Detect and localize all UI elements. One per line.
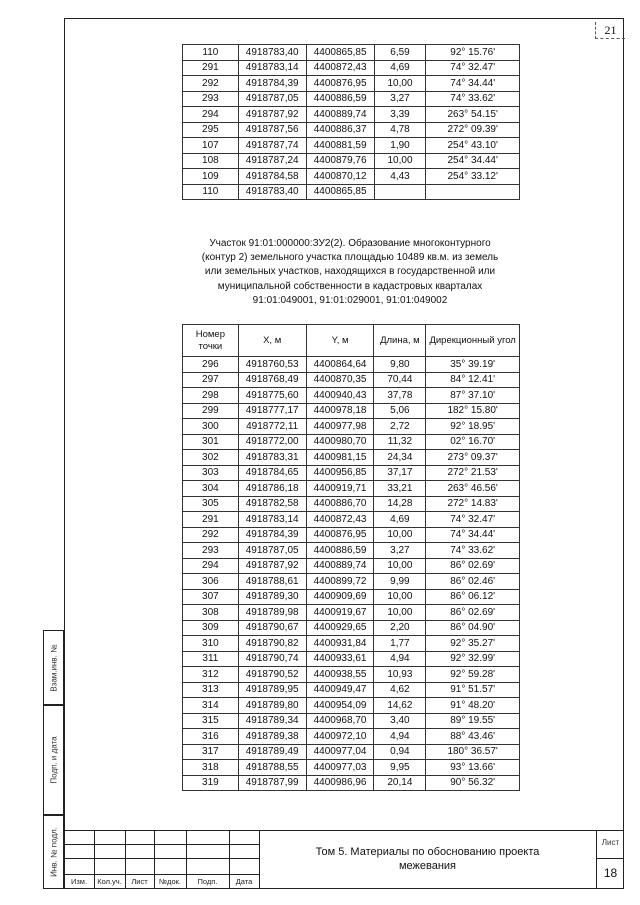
- cell-x: 4918790,52: [238, 667, 306, 683]
- cell-point-number: 294: [183, 107, 239, 123]
- cell-y: 4400872,43: [306, 60, 374, 76]
- cell-direction-angle: 272° 14.83': [426, 496, 520, 512]
- cell-direction-angle: 263° 46.56': [426, 481, 520, 497]
- cell-length: 10,00: [374, 527, 426, 543]
- cell-length: 3,40: [374, 713, 426, 729]
- table-row: [183, 481, 520, 497]
- cell-direction-angle: 88° 43.46': [426, 729, 520, 745]
- cell-x: 4918784,39: [238, 76, 306, 92]
- cell-point-number: 291: [183, 512, 239, 528]
- sheet-number: 18: [603, 866, 618, 880]
- caption-line: муниципальной собственности в кадастровых кварталах: [217, 280, 483, 292]
- header-direction-angle: Дирекционный угол: [426, 325, 520, 357]
- cell-point-number: 296: [183, 357, 239, 373]
- cell-y: 4400872,43: [306, 512, 374, 528]
- header-point-number: Номер точки: [183, 325, 239, 357]
- cell-direction-angle: 254° 34.44': [426, 153, 520, 169]
- table-row: [183, 184, 520, 200]
- cell-length: 3,27: [374, 91, 426, 107]
- table-row: [183, 403, 520, 419]
- cell-direction-angle: 86° 02.69': [426, 605, 520, 621]
- table-row: [183, 372, 520, 388]
- cell-y: 4400919,71: [306, 481, 374, 497]
- cell-point-number: 301: [183, 434, 239, 450]
- cell-point-number: 298: [183, 388, 239, 404]
- cell-length: 20,14: [374, 775, 426, 791]
- cell-y: 4400889,74: [306, 107, 374, 123]
- table-row: [183, 465, 520, 481]
- cell-y: 4400870,35: [306, 372, 374, 388]
- cell-point-number: 300: [183, 419, 239, 435]
- cell-y: 4400954,09: [306, 698, 374, 714]
- cell-point-number: 293: [183, 91, 239, 107]
- cell-x: 4918789,49: [238, 744, 306, 760]
- cell-point-number: 313: [183, 682, 239, 698]
- cell-length: 14,28: [374, 496, 426, 512]
- page-number-top: 21: [595, 22, 625, 39]
- cell-y: 4400986,96: [306, 775, 374, 791]
- cell-y: 4400865,85: [306, 184, 374, 200]
- cell-x: 4918789,95: [238, 682, 306, 698]
- cell-y: 4400864,64: [306, 357, 374, 373]
- table-row: [183, 574, 520, 590]
- cell-length: 9,95: [374, 760, 426, 776]
- cell-length: 14,62: [374, 698, 426, 714]
- table-row: [183, 138, 520, 154]
- cell-x: 4918783,14: [238, 60, 306, 76]
- cell-point-number: 316: [183, 729, 239, 745]
- cell-point-number: 295: [183, 122, 239, 138]
- cell-x: 4918783,40: [238, 184, 306, 200]
- cell-direction-angle: 272° 21.53': [426, 465, 520, 481]
- table-row: [183, 589, 520, 605]
- table-row: [183, 107, 520, 123]
- cell-direction-angle: 35° 39.19': [426, 357, 520, 373]
- cell-y: 4400949,47: [306, 682, 374, 698]
- cell-length: 2,20: [374, 620, 426, 636]
- table-row: [183, 543, 520, 559]
- cell-y: 4400972,10: [306, 729, 374, 745]
- cell-direction-angle: 92° 59.28': [426, 667, 520, 683]
- cell-y: 4400956,85: [306, 465, 374, 481]
- table-row: [183, 496, 520, 512]
- cell-x: 4918788,61: [238, 574, 306, 590]
- table-row: [183, 620, 520, 636]
- cell-point-number: 294: [183, 558, 239, 574]
- cell-length: 9,99: [374, 574, 426, 590]
- cell-direction-angle: 86° 02.46': [426, 574, 520, 590]
- cell-direction-angle: 272° 09.39': [426, 122, 520, 138]
- cell-point-number: 299: [183, 403, 239, 419]
- cell-length: 10,00: [374, 153, 426, 169]
- cell-y: 4400968,70: [306, 713, 374, 729]
- cell-y: 4400889,74: [306, 558, 374, 574]
- cell-y: 4400886,59: [306, 543, 374, 559]
- cell-direction-angle: 74° 34.44': [426, 527, 520, 543]
- cell-direction-angle: 92° 35.27': [426, 636, 520, 652]
- cell-point-number: 304: [183, 481, 239, 497]
- cell-point-number: 303: [183, 465, 239, 481]
- cell-direction-angle: 180° 36.57': [426, 744, 520, 760]
- cell-point-number: 305: [183, 496, 239, 512]
- cell-x: 4918787,92: [238, 558, 306, 574]
- cell-point-number: 110: [183, 184, 239, 200]
- caption-line: Участок 91:01:000000:ЗУ2(2). Образование многоконтурного: [209, 238, 491, 249]
- cell-x: 4918789,30: [238, 589, 306, 605]
- cell-length: 37,17: [374, 465, 426, 481]
- side-field-inventory: [43, 815, 64, 889]
- cell-length: 10,00: [374, 605, 426, 621]
- cell-direction-angle: 74° 33.62': [426, 543, 520, 559]
- side-label-signature: Подп. и дата: [49, 736, 58, 784]
- cell-x: 4918789,38: [238, 729, 306, 745]
- cell-x: 4918775,60: [238, 388, 306, 404]
- cell-direction-angle: 74° 34.44': [426, 76, 520, 92]
- table-row: [183, 512, 520, 528]
- cell-point-number: 306: [183, 574, 239, 590]
- cell-x: 4918783,40: [238, 45, 306, 61]
- cell-y: 4400977,98: [306, 419, 374, 435]
- caption-line: или земельных участков, находящихся в государственной или: [204, 266, 496, 278]
- table-row: [183, 450, 520, 466]
- sheet-label: Лист: [601, 838, 620, 847]
- cell-point-number: 318: [183, 760, 239, 776]
- table-row: [183, 388, 520, 404]
- table-row: [183, 527, 520, 543]
- cell-x: 4918787,92: [238, 107, 306, 123]
- cell-direction-angle: 91° 48.20': [426, 698, 520, 714]
- cell-point-number: 293: [183, 543, 239, 559]
- table-row: [183, 698, 520, 714]
- cell-point-number: 110: [183, 45, 239, 61]
- cell-y: 4400977,03: [306, 760, 374, 776]
- revision-grid: [64, 830, 260, 889]
- table-row: [183, 760, 520, 776]
- cell-point-number: 309: [183, 620, 239, 636]
- cell-point-number: 319: [183, 775, 239, 791]
- header-x: X, м: [238, 325, 306, 357]
- cell-point-number: 108: [183, 153, 239, 169]
- cell-y: 4400919,67: [306, 605, 374, 621]
- cell-y: 4400933,61: [306, 651, 374, 667]
- cell-point-number: 292: [183, 527, 239, 543]
- cell-length: 4,62: [374, 682, 426, 698]
- cell-y: 4400886,59: [306, 91, 374, 107]
- cell-length: 0,94: [374, 744, 426, 760]
- cell-direction-angle: 182° 15.80': [426, 403, 520, 419]
- cell-x: 4918783,31: [238, 450, 306, 466]
- table-row: [183, 419, 520, 435]
- table-row: [183, 775, 520, 791]
- cell-y: 4400981,15: [306, 450, 374, 466]
- cell-direction-angle: 92° 32.99': [426, 651, 520, 667]
- cell-length: [374, 184, 426, 200]
- table-row: [183, 636, 520, 652]
- title-block-top-line: [260, 830, 624, 831]
- document-title-line2: межевания: [398, 860, 457, 872]
- cell-x: 4918789,34: [238, 713, 306, 729]
- table-row: [183, 60, 520, 76]
- coordinates-table-continued: [182, 44, 520, 200]
- cell-x: 4918787,24: [238, 153, 306, 169]
- cell-length: 4,94: [374, 729, 426, 745]
- table-row: [183, 122, 520, 138]
- cell-length: 4,43: [374, 169, 426, 185]
- cell-y: 4400980,70: [306, 434, 374, 450]
- side-field-signature: [43, 705, 64, 815]
- cell-y: 4400899,72: [306, 574, 374, 590]
- cell-point-number: 311: [183, 651, 239, 667]
- caption-line: (контур 2) земельного участка площадью 10489 кв.м. из земель: [201, 252, 499, 264]
- cell-point-number: 317: [183, 744, 239, 760]
- document-title: [260, 845, 595, 873]
- cell-x: 4918790,67: [238, 620, 306, 636]
- table-row: [183, 667, 520, 683]
- col-label-change: Изм.: [70, 877, 88, 886]
- table-row: [183, 45, 520, 61]
- cell-y: 4400881,59: [306, 138, 374, 154]
- cell-y: 4400879,76: [306, 153, 374, 169]
- cell-length: 37,78: [374, 388, 426, 404]
- table-row: [183, 169, 520, 185]
- header-length: Длина, м: [374, 325, 426, 357]
- cell-direction-angle: 86° 06.12': [426, 589, 520, 605]
- cell-length: 4,78: [374, 122, 426, 138]
- table-row: [183, 76, 520, 92]
- cell-x: 4918787,05: [238, 91, 306, 107]
- cell-point-number: 302: [183, 450, 239, 466]
- cell-direction-angle: 86° 02.69': [426, 558, 520, 574]
- cell-length: 4,69: [374, 60, 426, 76]
- cell-direction-angle: 92° 15.76': [426, 45, 520, 61]
- cell-direction-angle: 86° 04.90': [426, 620, 520, 636]
- cell-length: 70,44: [374, 372, 426, 388]
- cell-length: 3,39: [374, 107, 426, 123]
- cell-y: 4400938,55: [306, 667, 374, 683]
- table-row: [183, 651, 520, 667]
- cell-x: 4918772,11: [238, 419, 306, 435]
- cell-length: 24,34: [374, 450, 426, 466]
- cell-point-number: 109: [183, 169, 239, 185]
- cell-x: 4918784,39: [238, 527, 306, 543]
- document-title-line1: Том 5. Материалы по обоснованию проекта: [315, 846, 540, 858]
- table-row: [183, 91, 520, 107]
- cell-direction-angle: 273° 09.37': [426, 450, 520, 466]
- cell-direction-angle: 90° 56.32': [426, 775, 520, 791]
- cell-y: 4400876,95: [306, 527, 374, 543]
- cell-y: 4400886,37: [306, 122, 374, 138]
- cell-x: 4918787,99: [238, 775, 306, 791]
- cell-direction-angle: 02° 16.70': [426, 434, 520, 450]
- cell-x: 4918772,00: [238, 434, 306, 450]
- cell-y: 4400909,69: [306, 589, 374, 605]
- cell-point-number: 292: [183, 76, 239, 92]
- side-label-inventory: Инв. № подл.: [49, 827, 58, 877]
- cell-direction-angle: 89° 19.55': [426, 713, 520, 729]
- cell-length: 4,94: [374, 651, 426, 667]
- cell-point-number: 315: [183, 713, 239, 729]
- cell-direction-angle: 74° 32.47': [426, 512, 520, 528]
- cell-point-number: 291: [183, 60, 239, 76]
- cell-x: 4918790,82: [238, 636, 306, 652]
- cell-direction-angle: 87° 37.10': [426, 388, 520, 404]
- cell-x: 4918789,80: [238, 698, 306, 714]
- cell-length: 9,80: [374, 357, 426, 373]
- header-y: Y, м: [306, 325, 374, 357]
- cell-length: 10,93: [374, 667, 426, 683]
- cell-length: 10,00: [374, 76, 426, 92]
- cell-direction-angle: 263° 54.15': [426, 107, 520, 123]
- cell-x: 4918768,49: [238, 372, 306, 388]
- cell-length: 5,06: [374, 403, 426, 419]
- cell-x: 4918787,74: [238, 138, 306, 154]
- side-field-replacement: [43, 630, 64, 705]
- cell-length: 1,90: [374, 138, 426, 154]
- cell-point-number: 310: [183, 636, 239, 652]
- caption-line: 91:01:049001, 91:01:029001, 91:01:049002: [252, 294, 448, 306]
- cell-x: 4918790,74: [238, 651, 306, 667]
- cell-y: 4400940,43: [306, 388, 374, 404]
- cell-length: 6,59: [374, 45, 426, 61]
- cell-direction-angle: 254° 43.10': [426, 138, 520, 154]
- cell-x: 4918786,18: [238, 481, 306, 497]
- col-label-sheet: Лист: [131, 877, 148, 886]
- cell-y: 4400886,70: [306, 496, 374, 512]
- table-row: [183, 744, 520, 760]
- cell-length: 2,72: [374, 419, 426, 435]
- cell-direction-angle: 254° 33.12': [426, 169, 520, 185]
- table-row: [183, 729, 520, 745]
- cell-x: 4918783,14: [238, 512, 306, 528]
- col-label-count: Кол.уч.: [97, 877, 122, 886]
- cell-x: 4918760,53: [238, 357, 306, 373]
- cell-x: 4918784,65: [238, 465, 306, 481]
- cell-x: 4918787,05: [238, 543, 306, 559]
- cell-direction-angle: 92° 18.95': [426, 419, 520, 435]
- table-row: [183, 682, 520, 698]
- table-row: [183, 605, 520, 621]
- cell-length: 10,00: [374, 589, 426, 605]
- col-label-date: Дата: [235, 877, 253, 886]
- cell-y: 4400978,18: [306, 403, 374, 419]
- parcel-caption: [160, 237, 540, 308]
- cell-point-number: 312: [183, 667, 239, 683]
- cell-length: 4,69: [374, 512, 426, 528]
- side-label-replacement: Взам.инв. №: [49, 643, 58, 692]
- cell-x: 4918788,55: [238, 760, 306, 776]
- cell-x: 4918787,56: [238, 122, 306, 138]
- cell-x: 4918777,17: [238, 403, 306, 419]
- table-row: [183, 153, 520, 169]
- cell-y: 4400870,12: [306, 169, 374, 185]
- cell-point-number: 308: [183, 605, 239, 621]
- cell-direction-angle: 91° 51.57': [426, 682, 520, 698]
- cell-y: 4400931,84: [306, 636, 374, 652]
- cell-point-number: 307: [183, 589, 239, 605]
- col-label-docnum: №док.: [159, 877, 181, 886]
- cell-length: 33,21: [374, 481, 426, 497]
- cell-length: 1,77: [374, 636, 426, 652]
- cell-point-number: 107: [183, 138, 239, 154]
- cell-length: 10,00: [374, 558, 426, 574]
- coordinates-table: [182, 324, 520, 791]
- cell-point-number: 314: [183, 698, 239, 714]
- table-row: [183, 434, 520, 450]
- table-row: [183, 713, 520, 729]
- cell-point-number: 297: [183, 372, 239, 388]
- cell-x: 4918789,98: [238, 605, 306, 621]
- col-label-signature: Подп.: [197, 877, 218, 886]
- table-row: [183, 357, 520, 373]
- cell-direction-angle: 93° 13.66': [426, 760, 520, 776]
- cell-direction-angle: [426, 184, 520, 200]
- cell-direction-angle: 84° 12.41': [426, 372, 520, 388]
- cell-x: 4918784,58: [238, 169, 306, 185]
- cell-length: 11,32: [374, 434, 426, 450]
- cell-x: 4918782,58: [238, 496, 306, 512]
- cell-y: 4400865,85: [306, 45, 374, 61]
- cell-y: 4400876,95: [306, 76, 374, 92]
- cell-y: 4400929,65: [306, 620, 374, 636]
- cell-length: 3,27: [374, 543, 426, 559]
- cell-direction-angle: 74° 33.62': [426, 91, 520, 107]
- cell-y: 4400977,04: [306, 744, 374, 760]
- sheet-cell-divider: [596, 858, 624, 859]
- table-row: [183, 558, 520, 574]
- cell-direction-angle: 74° 32.47': [426, 60, 520, 76]
